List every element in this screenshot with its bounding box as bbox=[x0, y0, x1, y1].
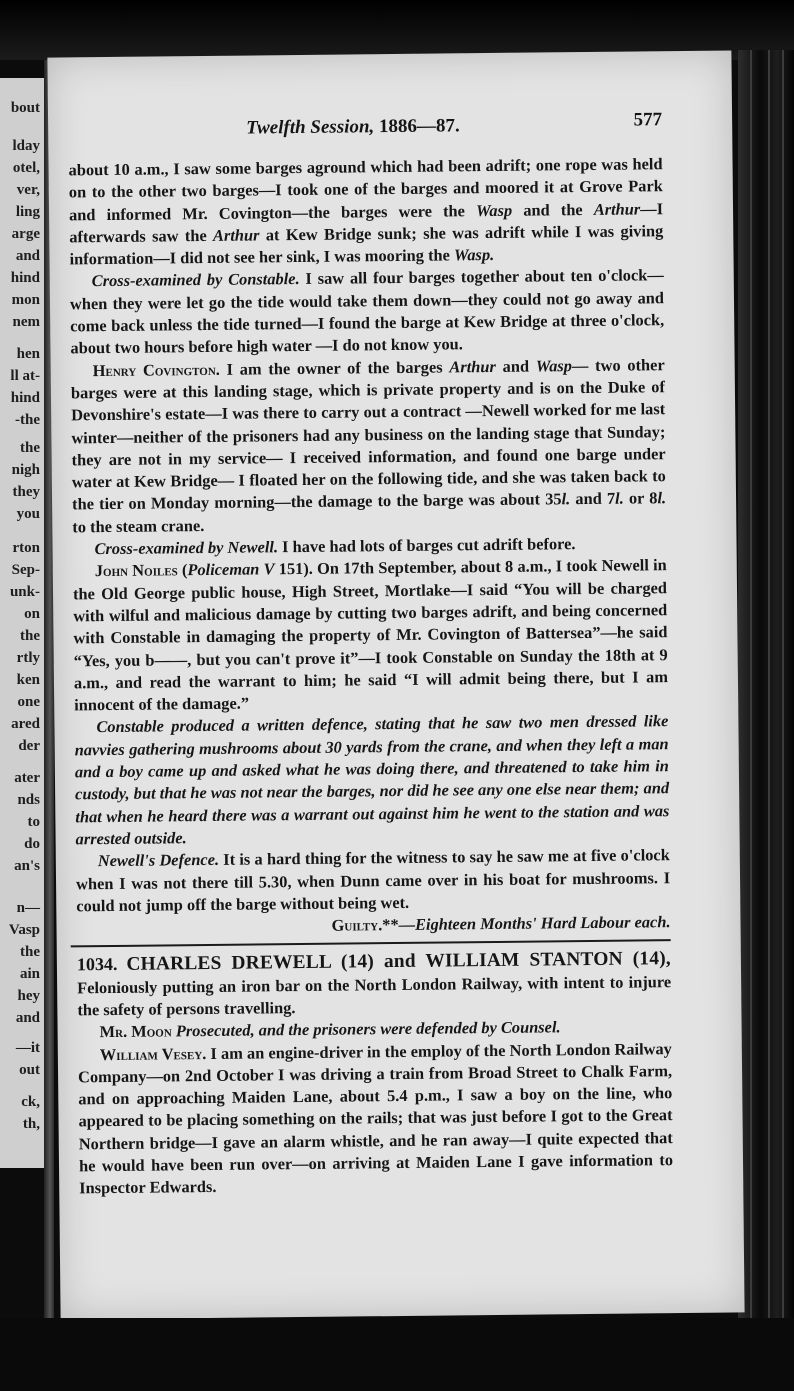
margin-fragment: you bbox=[16, 506, 40, 522]
margin-fragment: nem bbox=[12, 314, 40, 330]
margin-fragment: ling bbox=[15, 204, 40, 220]
paragraph: Newell's Defence. It is a hard thing for the witness to say he saw me at five o'clock when I was not there till 5.30, when Dunn came over in his boat for mushrooms. I could not jump off the barge without being wet. bbox=[75, 845, 671, 916]
margin-fragment: ll at- bbox=[10, 368, 40, 384]
margin-fragment: mon bbox=[11, 292, 40, 308]
margin-fragment: bout bbox=[10, 100, 40, 116]
margin-fragment: an's bbox=[14, 858, 40, 874]
paragraph: about 10 a.m., I saw some barges aground which had been adrift; one rope was held on to the other two barges—I took one of the barges and moored it at Grove Park and informed Mr. Covington—the barges were the Wasp and the Arthur—I afterwards saw the Arthur at Kew Bridge sunk; she was adrift while I was giving information—I did not see her sink, I was mooring the Wasp. bbox=[68, 154, 664, 269]
margin-fragment: nigh bbox=[11, 462, 40, 478]
margin-fragment: otel, bbox=[12, 160, 40, 176]
defendant-names: CHARLES DREWELL (14) and WILLIAM STANTON (14), bbox=[126, 948, 671, 976]
margin-fragment: to bbox=[27, 814, 40, 830]
witness-testimony: William Vesey. I am an engine-driver in the employ of the North London Railway Company—on 2nd October I was driving a train from Broad Street to Chalk Farm, and on approaching Maiden Lane, about 5.4 p.m., I saw a boy on the line, who appeared to be placing something on the rails; that was just before I got to the Great Northern bridge—I gave an alarm whistle, and he ran away—I quite expected that he would have been run over—on arriving at Maiden Lane I gave information to Inspector Edwards. bbox=[77, 1038, 674, 1198]
running-head bbox=[48, 109, 732, 139]
margin-fragment: and bbox=[15, 248, 40, 264]
margin-fragment: —it bbox=[15, 1040, 40, 1056]
margin-fragment: ain bbox=[19, 966, 40, 982]
running-head-title: Twelfth Session, 1886—87. bbox=[246, 115, 460, 139]
margin-fragment: the bbox=[20, 440, 40, 456]
margin-fragment: the bbox=[20, 628, 40, 644]
margin-fragment: ared bbox=[11, 716, 40, 732]
margin-fragment: n— bbox=[16, 900, 40, 916]
margin-fragment: ken bbox=[16, 672, 40, 688]
paragraph: Henry Covington. I am the owner of the barges Arthur and Wasp— two other barges were at this landing stage, which is private property and is on the Duke of Devonshire's estate—I was there to carry out a contract —Newell worked for me last winter—neither of the prisoners had any business on the landing stage that Sunday; they are not in my service— I received information, and found one barge under water at Kew Bridge— I floated her on the following tide, and she was taken back to the tier on Monday morning—the damage to the barge was about 35l. and 7l. or 8l. to the steam crane. bbox=[70, 354, 667, 537]
margin-fragment: one bbox=[17, 694, 40, 710]
margin-fragment: out bbox=[19, 1062, 40, 1078]
margin-fragment: the bbox=[20, 944, 40, 960]
book-page bbox=[47, 50, 744, 1319]
margin-fragment: hen bbox=[16, 346, 40, 362]
case-number: 1034. bbox=[76, 954, 118, 975]
margin-fragment: rton bbox=[12, 540, 40, 556]
paragraph: Constable produced a written defence, stating that he saw two men dressed like navvies gathering mushrooms about 30 yards from the crane, and when they left a man and a boy came up and asked what he was doing there, and threatened to take him in custody, but that he was not near the barges, nor did he see any one else near them; and that when he heard there was a warrant out against him he went to the station and was arrested outside. bbox=[74, 711, 670, 849]
margin-fragment: rtly bbox=[16, 650, 40, 666]
testimony-paragraphs bbox=[68, 153, 670, 917]
margin-fragment: lday bbox=[12, 138, 40, 154]
margin-fragment: ver, bbox=[16, 182, 40, 198]
paragraph: Cross-examined by Constable. I saw all four barges together about ten o'clock—when they were let go the tide would take them down—they could not go away and come back unless the tide turned—I found the barge at Kew Bridge at three o'clock, about two hours before high water —I do not know you. bbox=[69, 265, 665, 358]
margin-fragment: nds bbox=[17, 792, 40, 808]
bottom-shadow bbox=[0, 1318, 794, 1391]
margin-fragment: hind bbox=[10, 390, 40, 406]
margin-fragment: do bbox=[24, 836, 40, 852]
margin-fragment: -the bbox=[15, 412, 40, 428]
margin-fragment: ater bbox=[14, 770, 40, 786]
page-number: 577 bbox=[633, 109, 663, 131]
paragraph: John Noiles (Policeman V 151). On 17th September, about 8 a.m., I took Newell in the Old George public house, High Street, Mortlake—I said “You will be charged with wilful and malicious damage by cutting two barges adrift, and being concerned with Constable in damaging the property of Mr. Covington of Battersea”—he said “Yes, you b——, but you can't prove it”—I took Constable on Sunday the 18th at 9 a.m., and read the warrant to him; he said “I will admit being there, but I am innocent of the damage.” bbox=[72, 555, 669, 715]
section-rule bbox=[71, 940, 671, 948]
body-text bbox=[68, 153, 673, 1200]
margin-fragment: on bbox=[24, 606, 40, 622]
margin-fragment: ck, bbox=[21, 1094, 40, 1110]
margin-fragment: der bbox=[18, 738, 40, 754]
margin-fragment: and bbox=[15, 1010, 40, 1026]
margin-fragment: hey bbox=[17, 988, 40, 1004]
charge-text: Feloniously putting an iron bar on the North London Railway, with intent to injure the safety of persons travelling. bbox=[77, 971, 672, 1020]
margin-fragment: Vasp bbox=[8, 922, 40, 938]
margin-fragment: they bbox=[12, 484, 40, 500]
margin-fragment: arge bbox=[11, 226, 40, 242]
case-heading bbox=[77, 948, 672, 1022]
margin-fragment: Sep- bbox=[11, 562, 40, 578]
paragraph: Cross-examined by Newell. I have had lots of barges cut adrift before. bbox=[94, 534, 576, 559]
margin-fragment: hind bbox=[10, 270, 40, 286]
counsel-line: Mr. Moon Prosecuted, and the prisoners were defended by Counsel. bbox=[99, 1017, 561, 1042]
verdict-line: Guilty.**—Eighteen Months' Hard Labour each. bbox=[331, 912, 671, 935]
margin-fragment: unk- bbox=[9, 584, 40, 600]
page-stack-edge bbox=[738, 50, 794, 1340]
margin-fragment: th, bbox=[22, 1116, 40, 1132]
facing-page-fragment bbox=[0, 78, 48, 1168]
